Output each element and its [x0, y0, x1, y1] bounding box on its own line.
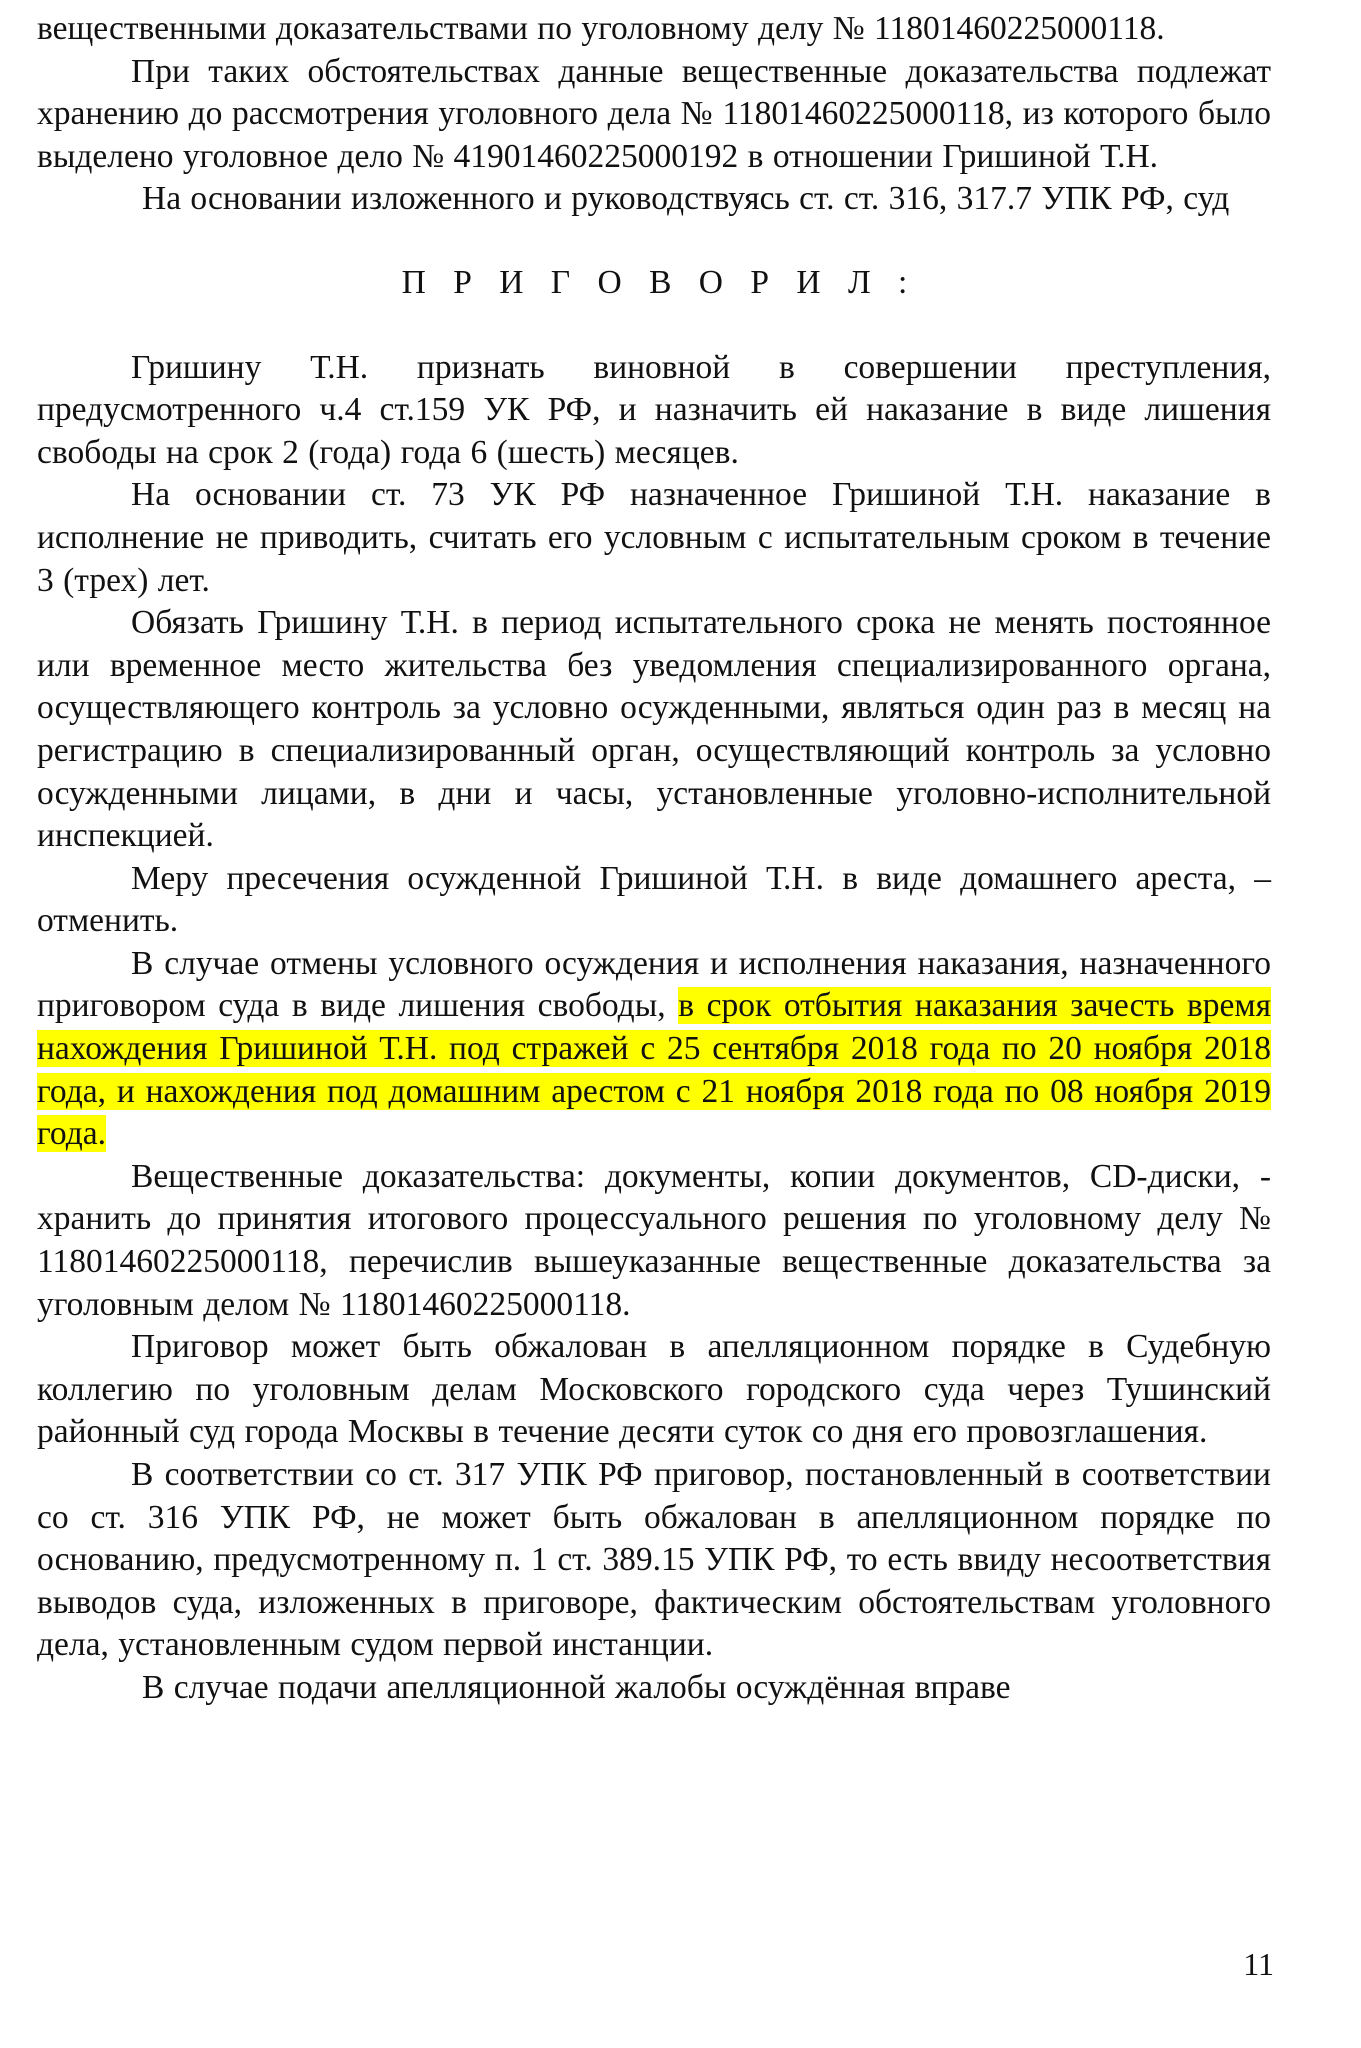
- paragraph-appeal: Приговор может быть обжалован в апелляционном порядке в Судебную коллегию по уголовным делам Московского городского суда через Тушинский районный суд города Москвы в течение десяти суток со дня его провозглашения.: [37, 1328, 1271, 1451]
- highlighted-text: в срок отбытия наказания зачесть время нахождения Гришиной Т.Н. под стражей с 25 сентября 2018 года по 20 ноября 2018 года, и нахождения под домашним арестом с 21 ноября 2018 года по 08 ноября 2019 года.: [37, 987, 1272, 1153]
- paragraph-sentence-credit: [37, 943, 1271, 1156]
- verdict-heading: П Р И Г О В О Р И Л :: [401, 263, 917, 301]
- document-page: [37, 8, 1271, 1710]
- paragraph-evidence: Вещественные доказательства: документы, копии документов, CD-диски, - хранить до принятия итогового процессуального решения по уголовному делу № 11801460225000118, перечислив вышеуказанные вещественные доказательства за уголовным делом № 11801460225000118.: [37, 1157, 1271, 1323]
- paragraph-appeal-limits: В соответствии со ст. 317 УПК РФ приговор, постановленный в соответствии со ст. 316 УПК РФ, не может быть обжалован в апелляционном порядке по основанию, предусмотренному п. 1 ст. 389.15 УПК РФ, то есть ввиду несоответствия выводов суда, изложенных в приговоре, фактическим обстоятельствам уголовного дела, установленным судом первой инстанции.: [37, 1456, 1271, 1664]
- paragraph-appeal-rights: В случае подачи апелляционной жалобы осуждённая вправе: [142, 1668, 1011, 1706]
- paragraph-continuation: вещественными доказательствами по уголовному делу № 11801460225000118.: [37, 10, 1165, 47]
- spacer: [37, 221, 1271, 262]
- page-number: 11: [1243, 1946, 1274, 1982]
- paragraph-guilty: Гришину Т.Н. признать виновной в совершении преступления, предусмотренного ч.4 ст.159 УК РФ, и назначить ей наказание в виде лишения свободы на срок 2 (года) года 6 (шесть) месяцев.: [37, 348, 1271, 471]
- paragraph-grounds: На основании изложенного и руководствуясь ст. ст. 316, 317.7 УПК РФ, суд: [142, 180, 1230, 218]
- paragraph-storage: При таких обстоятельствах данные вещественные доказательства подлежат хранению до рассмотрения уголовного дела № 11801460225000118, из которого было выделено уголовное дело № 41901460225000192 в отношении Гришиной Т.Н.: [37, 52, 1271, 175]
- paragraph-obligations: Обязать Гришину Т.Н. в период испытательного срока не менять постоянное или временное место жительства без уведомления специализированного органа, осуществляющего контроль за условно осужденными, являться один раз в месяц на регистрацию в специализированный орган, осуществляющий контроль за условно осужденными лицами, в дни и часы, установленные уголовно-исполнительной инспекцией.: [37, 604, 1271, 855]
- paragraph-probation: На основании ст. 73 УК РФ назначенное Гришиной Т.Н. наказание в исполнение не приводить, считать его условным с испытательным сроком в течение 3 (трех) лет.: [37, 476, 1271, 599]
- spacer: [37, 305, 1271, 347]
- paragraph-preventive-measure: Меру пресечения осужденной Гришиной Т.Н. в виде домашнего ареста, – отменить.: [37, 859, 1271, 940]
- sentence-credit-plain: В случае отмены условного осуждения и исполнения наказания, назначенного приговором суда в виде лишения свободы,: [37, 944, 1271, 1025]
